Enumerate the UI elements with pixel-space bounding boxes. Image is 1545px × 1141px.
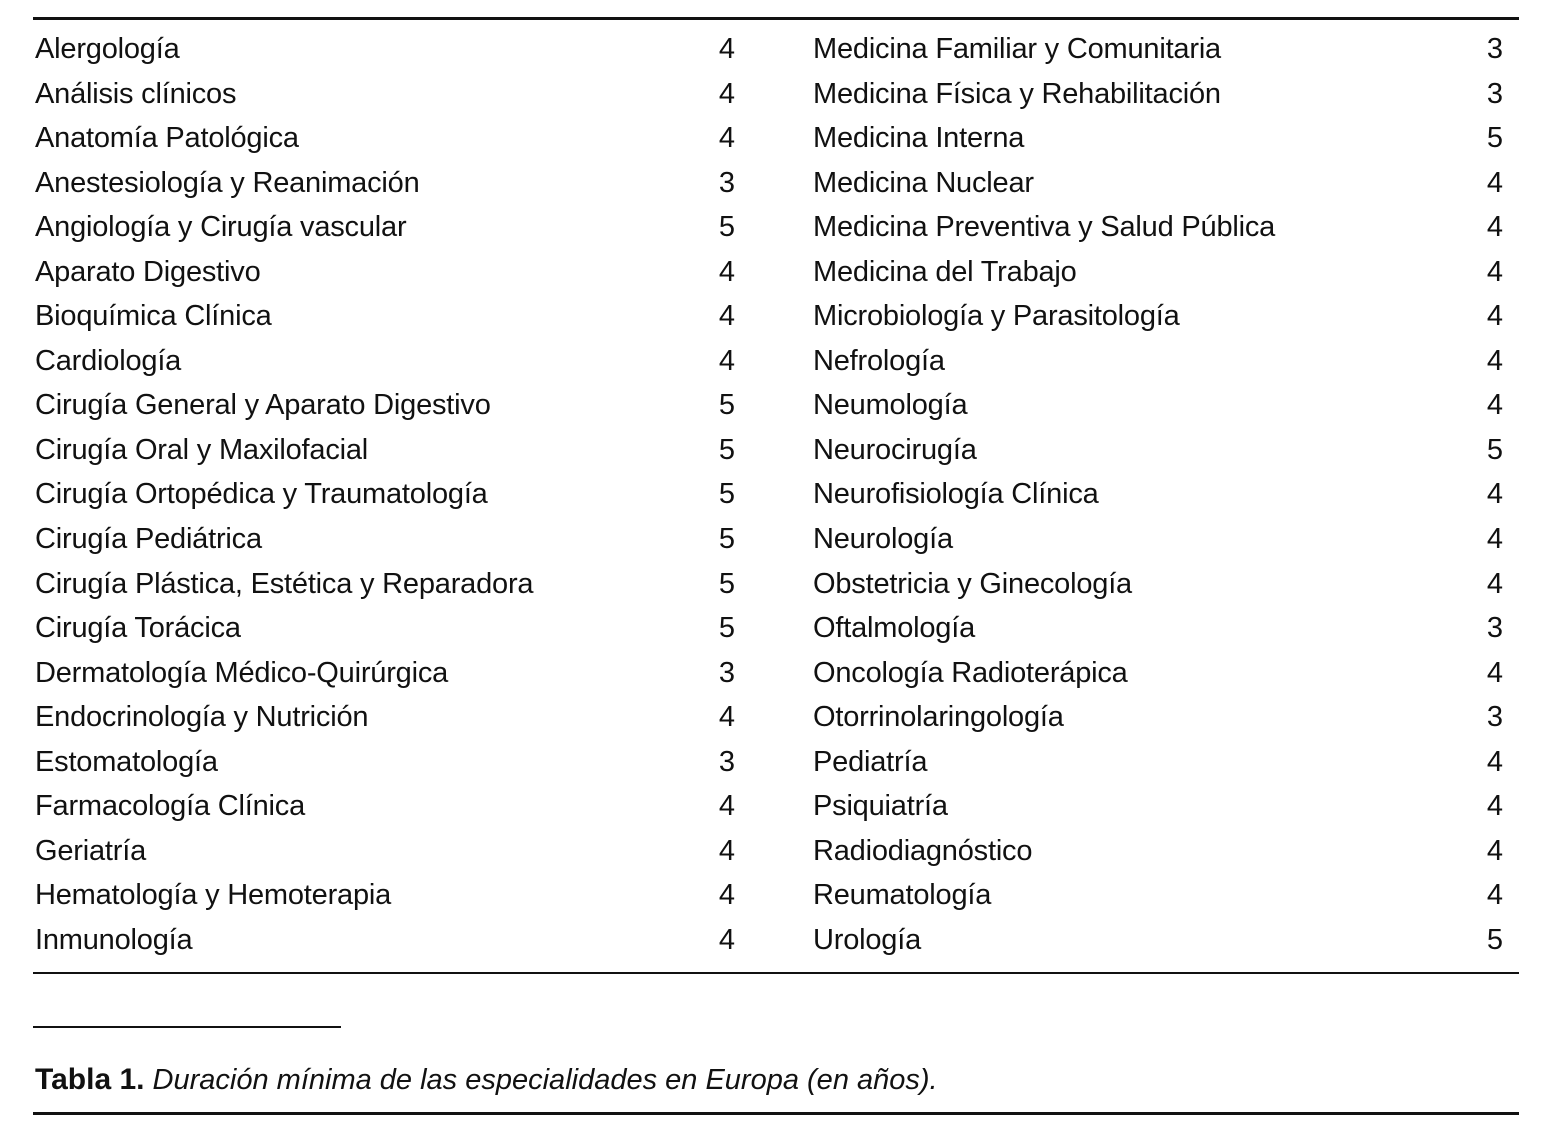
table-row [813,562,1503,607]
table-row [35,918,735,963]
specialty-name: Anestesiología y Reanimación [35,166,420,199]
duration-years: 4 [718,300,735,333]
table-row [35,72,735,117]
duration-years: 4 [1486,344,1503,377]
specialty-name: Neurología [813,523,953,556]
duration-years: 3 [718,656,735,689]
specialty-name: Inmunología [35,923,193,956]
specialty-name: Urología [813,923,922,956]
table-row [813,472,1503,517]
table-row [35,517,735,562]
specialty-name: Microbiología y Parasitología [813,300,1180,333]
duration-years: 3 [718,745,735,778]
table-row [35,339,735,384]
table-row [813,829,1503,874]
duration-years: 4 [1486,656,1503,689]
specialty-name: Cirugía Pediátrica [35,523,262,556]
duration-years: 5 [718,478,735,511]
duration-years: 3 [1486,33,1503,65]
duration-years: 4 [1486,211,1503,244]
duration-years: 4 [718,879,735,912]
table-row [813,651,1503,696]
table-row [35,784,735,829]
table-row [813,695,1503,740]
specialty-name: Cirugía Plástica, Estética y Reparadora [35,567,534,600]
duration-years: 4 [1486,567,1503,600]
specialty-name: Análisis clínicos [35,77,237,110]
duration-years: 4 [718,255,735,288]
specialty-name: Medicina Interna [813,122,1025,155]
duration-years: 5 [718,211,735,244]
table-row [813,116,1503,161]
specialty-name: Medicina Familiar y Comunitaria [813,33,1221,65]
specialty-name: Angiología y Cirugía vascular [35,211,407,244]
table-row [35,383,735,428]
duration-years: 5 [718,523,735,556]
specialty-name: Bioquímica Clínica [35,300,272,333]
duration-years: 4 [1486,478,1503,511]
table-left-column [35,27,735,962]
duration-years: 4 [718,122,735,155]
table-row [813,161,1503,206]
specialty-name: Neurocirugía [813,433,977,466]
specialty-name: Obstetricia y Ginecología [813,567,1132,600]
specialty-name: Cirugía General y Aparato Digestivo [35,389,491,422]
duration-years: 3 [1486,612,1503,645]
table-row [35,250,735,295]
duration-years: 3 [1486,701,1503,734]
specialty-name: Aparato Digestivo [35,255,261,288]
table-row [813,784,1503,829]
table-row [35,740,735,785]
table-row [813,72,1503,117]
specialty-name: Cirugía Ortopédica y Traumatología [35,478,488,511]
table-row [35,606,735,651]
table-row [35,161,735,206]
table-row [813,918,1503,963]
caption-separator-rule [33,1026,341,1028]
table-row [35,428,735,473]
table-caption [35,1060,938,1100]
specialty-name: Nefrología [813,344,945,377]
specialty-name: Pediatría [813,745,928,778]
duration-years: 4 [718,834,735,867]
duration-years: 3 [718,166,735,199]
specialty-name: Dermatología Médico-Quirúrgica [35,656,449,689]
duration-years: 4 [718,923,735,956]
specialty-name: Oncología Radioterápica [813,656,1128,689]
duration-years: 4 [1486,300,1503,333]
specialty-name: Cirugía Torácica [35,612,241,645]
specialty-name: Medicina Física y Rehabilitación [813,77,1221,110]
specialty-name: Otorrinolaringología [813,701,1064,734]
table-row [35,205,735,250]
specialty-name: Psiquiatría [813,790,948,823]
duration-years: 4 [1486,389,1503,422]
duration-years: 4 [718,790,735,823]
specialty-name: Reumatología [813,879,992,912]
table-top-rule [33,17,1519,20]
specialty-name: Medicina Nuclear [813,166,1034,199]
specialty-name: Hematología y Hemoterapia [35,879,392,912]
duration-years: 5 [718,433,735,466]
specialty-name: Medicina del Trabajo [813,255,1077,288]
caption-text: Duración mínima de las especialidades en Europa (en años). [152,1064,938,1096]
table-row [813,873,1503,918]
specialty-name: Geriatría [35,834,147,867]
duration-years: 4 [1486,523,1503,556]
table-row [35,116,735,161]
table-row [813,517,1503,562]
duration-years: 4 [718,344,735,377]
specialty-name: Medicina Preventiva y Salud Pública [813,211,1276,244]
duration-years: 4 [1486,879,1503,912]
table-bottom-rule [33,972,1519,974]
table-right-column [813,27,1503,962]
caption-label: Tabla 1. [35,1063,145,1096]
duration-years: 4 [718,77,735,110]
table-row [813,294,1503,339]
specialty-name: Anatomía Patológica [35,122,299,155]
specialty-name: Endocrinología y Nutrición [35,701,369,734]
table-row [35,294,735,339]
table-row [813,740,1503,785]
duration-years: 4 [1486,166,1503,199]
duration-years: 4 [1486,834,1503,867]
table-row [35,651,735,696]
duration-years: 4 [718,701,735,734]
table-row [813,27,1503,72]
duration-years: 4 [1486,745,1503,778]
duration-years: 3 [1486,77,1503,110]
table-row [813,250,1503,295]
duration-years: 5 [1486,433,1503,466]
duration-years: 4 [1486,255,1503,288]
specialty-name: Cirugía Oral y Maxilofacial [35,433,369,466]
duration-years: 5 [718,612,735,645]
table-row [35,472,735,517]
specialty-name: Neurofisiología Clínica [813,478,1099,511]
specialty-name: Oftalmología [813,612,976,645]
table-row [813,339,1503,384]
duration-years: 5 [1486,923,1503,956]
table-row [813,205,1503,250]
caption-bottom-rule [33,1112,1519,1115]
table-row [813,606,1503,651]
table-row [35,829,735,874]
duration-years: 4 [1486,790,1503,823]
specialty-name: Alergología [35,33,180,65]
table-row [35,27,735,72]
duration-years: 5 [1486,122,1503,155]
table-row [35,695,735,740]
specialty-name: Estomatología [35,745,218,778]
table-row [35,873,735,918]
specialty-name: Farmacología Clínica [35,790,305,823]
table-row [813,383,1503,428]
table-row [35,562,735,607]
specialty-name: Cardiología [35,344,182,377]
duration-years: 5 [718,567,735,600]
table-row [813,428,1503,473]
duration-years: 4 [718,33,735,65]
duration-years: 5 [718,389,735,422]
specialty-name: Neumología [813,389,968,422]
specialty-name: Radiodiagnóstico [813,834,1033,867]
